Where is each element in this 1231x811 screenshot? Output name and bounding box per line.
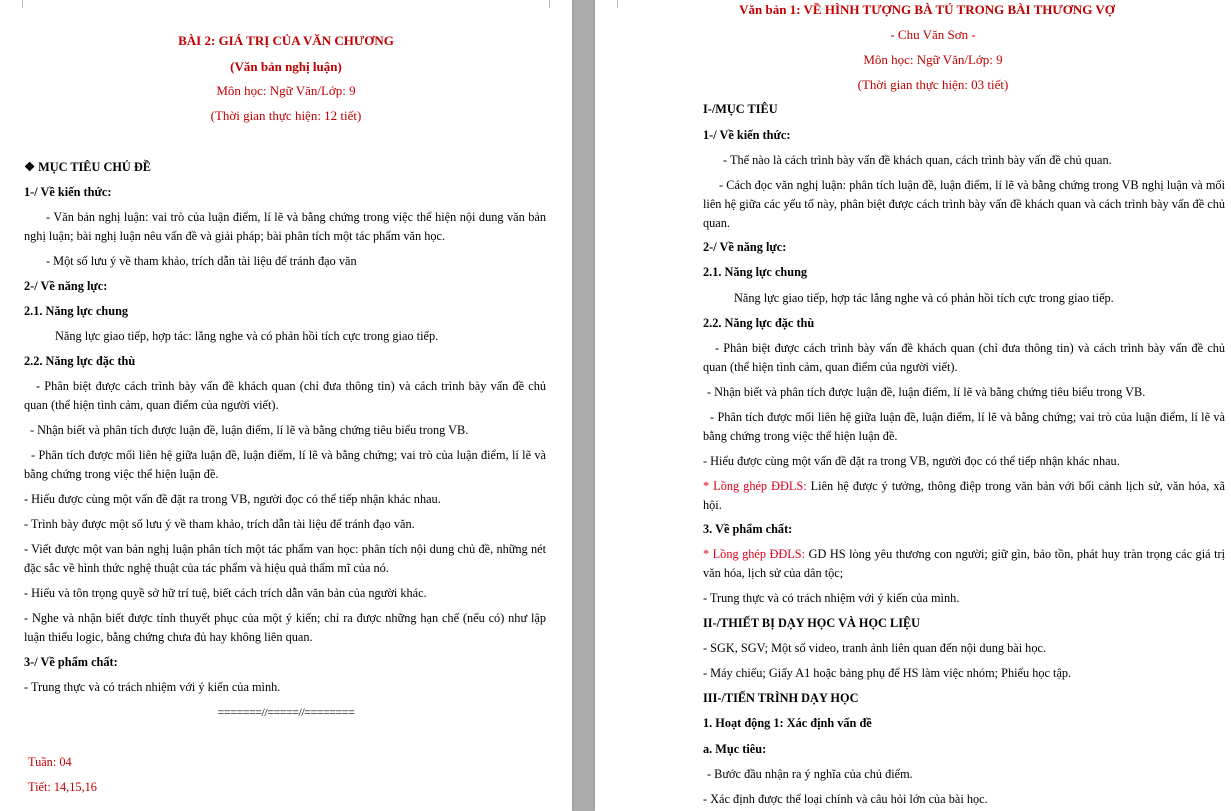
paragraph: - Phân biệt được cách trình bày vấn đề khách quan (chỉ đưa thông tin) và cách trình bày vấn đề chủ quan (thể hiện tình cảm, quan điểm của người viết). bbox=[703, 341, 1225, 374]
period-label: Tiết: 14,15,16 bbox=[28, 780, 97, 794]
paragraph bbox=[703, 545, 1225, 583]
author-line: - Chu Văn Sơn - bbox=[890, 27, 976, 42]
section-heading: 1-/ Về kiến thức: bbox=[24, 185, 112, 199]
duration-line: (Thời gian thực hiện: 03 tiết) bbox=[857, 77, 1009, 92]
paragraph: - Cách đọc văn nghị luận: phân tích luận đề, luận điểm, lí lẽ và bằng chứng trong VB nghị luận và mối liên hệ giữa các yếu tố này, phân biệt được cách trình bày vấn đề khách quan và cách trình bày vấn đề chủ quan. bbox=[703, 178, 1225, 230]
section-heading: 3-/ Về phẩm chất: bbox=[24, 655, 118, 669]
paragraph: - Nghe và nhận biết được tính thuyết phục của một ý kiến; chỉ ra được những hạn chế (nếu có) như lập luận thiếu logic, bằng chứng chưa đủ hay không liên quan. bbox=[24, 611, 546, 644]
paragraph: - Trình bày được một số lưu ý về tham khảo, trích dẫn tài liệu để tránh đạo văn. bbox=[24, 517, 415, 531]
integration-label: * Lồng ghép ĐĐLS: bbox=[703, 479, 807, 493]
subject-line: Môn học: Ngữ Văn/Lớp: 9 bbox=[863, 52, 1003, 67]
paragraph: - Hiểu được cùng một vấn đề đặt ra trong VB, người đọc có thể tiếp nhận khác nhau. bbox=[703, 454, 1120, 468]
section-heading: ❖ MỤC TIÊU CHỦ ĐỀ bbox=[24, 160, 151, 174]
paragraph: - Một số lưu ý về tham khảo, trích dẫn tài liệu để tránh đạo văn bbox=[46, 254, 357, 268]
section-heading: I-/MỤC TIÊU bbox=[703, 102, 778, 116]
paragraph: Năng lực giao tiếp, hợp tác: lắng nghe và có phản hồi tích cực trong giao tiếp. bbox=[55, 329, 439, 343]
crop-mark bbox=[14, 0, 23, 8]
section-heading: 2-/ Về năng lực: bbox=[703, 240, 787, 254]
text-title: Văn bản 1: VỀ HÌNH TƯỢNG BÀ TÚ TRONG BÀI THƯƠNG VỢ bbox=[739, 2, 1115, 17]
paragraph: - Máy chiếu; Giấy A1 hoặc bảng phụ để HS làm việc nhóm; Phiếu học tập. bbox=[703, 666, 1072, 680]
paragraph: - Hiểu và tôn trọng quyề sở hữ trí tuệ, biết cách trích dẫn văn bản của người khác. bbox=[24, 586, 427, 600]
paragraph: - Nhận biết và phân tích được luận đề, luận điểm, lí lẽ và bằng chứng tiêu biểu trong VB. bbox=[30, 423, 469, 437]
paragraph: - Xác định được thể loại chính và câu hỏi lớn của bài học. bbox=[703, 792, 988, 806]
section-heading: 2.2. Năng lực đặc thù bbox=[24, 354, 136, 368]
document-page-left bbox=[0, 0, 572, 811]
section-heading: 3. Về phẩm chất: bbox=[703, 522, 793, 536]
paragraph: - SGK, SGV; Một số video, tranh ảnh liên quan đến nội dung bài học. bbox=[703, 641, 1047, 655]
week-label: Tuần: 04 bbox=[28, 755, 72, 769]
integration-text: GD HS lòng yêu thương con người; giữ gìn, bảo tồn, phát huy tràn trọng các giá trị văn hóa, lịch sử của dân tộc; bbox=[703, 547, 1226, 580]
paragraph: - Phân biệt được cách trình bày vấn đề khách quan (chỉ đưa thông tin) và cách trình bày vấn đề chủ quan (thể hiện tình cảm, quan điểm của người viết). bbox=[24, 379, 546, 412]
paragraph: - Bước đầu nhận ra ý nghĩa của chủ điểm. bbox=[707, 767, 913, 781]
integration-text: Liên hệ được ý tưởng, thông điệp trong văn bản với bối cảnh lịch sử, văn hóa, xã hội. bbox=[703, 479, 1226, 512]
paragraph bbox=[703, 477, 1225, 515]
section-heading: a. Mục tiêu: bbox=[703, 742, 767, 756]
subject-line: Môn học: Ngữ Văn/Lớp: 9 bbox=[216, 83, 356, 98]
section-heading: 2.2. Năng lực đặc thù bbox=[703, 316, 815, 330]
lesson-title: BÀI 2: GIÁ TRỊ CỦA VĂN CHƯƠNG bbox=[178, 33, 394, 48]
paragraph: - Viết được một van bản nghị luận phân tích một tác phẩm van học: phân tích nội dung chủ đề, những nét đặc sắc về hình thức nghệ thuật của tác phẩm và hiệu quả thẩm mĩ của nó. bbox=[24, 542, 546, 575]
section-heading: 1-/ Về kiến thức: bbox=[703, 128, 791, 142]
paragraph: - Trung thực và có trách nhiệm với ý kiến của mình. bbox=[703, 591, 960, 605]
paragraph: - Hiểu được cùng một vấn đề đặt ra trong VB, người đọc có thể tiếp nhận khác nhau. bbox=[24, 492, 441, 506]
paragraph: - Nhận biết và phân tích được luận đề, luận điểm, lí lẽ và bằng chứng tiêu biểu trong VB. bbox=[707, 385, 1146, 399]
lesson-subtitle: (Văn bản nghị luận) bbox=[230, 59, 342, 74]
crop-mark bbox=[549, 0, 558, 8]
paragraph: Năng lực giao tiếp, hợp tác lắng nghe và có phản hồi tích cực trong giao tiếp. bbox=[734, 291, 1114, 305]
integration-label: * Lồng ghép ĐĐLS: bbox=[703, 547, 806, 561]
section-heading: II-/THIẾT BỊ DẠY HỌC VÀ HỌC LIỆU bbox=[703, 616, 921, 630]
paragraph: - Phân tích được mối liên hệ giữa luận đề, luận điểm, lí lẽ và bằng chứng; vai trò của luận điểm, lí lẽ và bằng chứng trong việc thể hiện luận đề. bbox=[703, 410, 1225, 443]
section-heading: 1. Hoạt động 1: Xác định vấn đề bbox=[703, 716, 872, 730]
section-heading: 2-/ Về năng lực: bbox=[24, 279, 108, 293]
section-heading: 2.1. Năng lực chung bbox=[703, 265, 808, 279]
section-heading: III-/TIẾN TRÌNH DẠY HỌC bbox=[703, 691, 859, 705]
paragraph: - Thế nào là cách trình bày vấn đề khách quan, cách trình bày vấn đề chủ quan. bbox=[723, 153, 1112, 167]
separator-line: =======//=====//======== bbox=[217, 705, 355, 719]
paragraph: - Văn bản nghị luận: vai trò của luận điểm, lí lẽ và bằng chứng trong việc thể hiện nội dung văn bản nghị luận; bài nghị luận nêu vấn đề và giải pháp; bài phân tích một tác phẩm văn học. bbox=[24, 210, 546, 243]
section-heading: 2.1. Năng lực chung bbox=[24, 304, 129, 318]
duration-line: (Thời gian thực hiện: 12 tiết) bbox=[210, 108, 362, 123]
paragraph: - Trung thực và có trách nhiệm với ý kiến của mình. bbox=[24, 680, 281, 694]
paragraph: - Phân tích được mối liên hệ giữa luận đề, luận điểm, lí lẽ và bằng chứng; vai trò của luận điểm, lí lẽ và bằng chứng trong việc thể hiện luận đề. bbox=[24, 448, 546, 481]
document-page-right bbox=[595, 0, 1231, 811]
